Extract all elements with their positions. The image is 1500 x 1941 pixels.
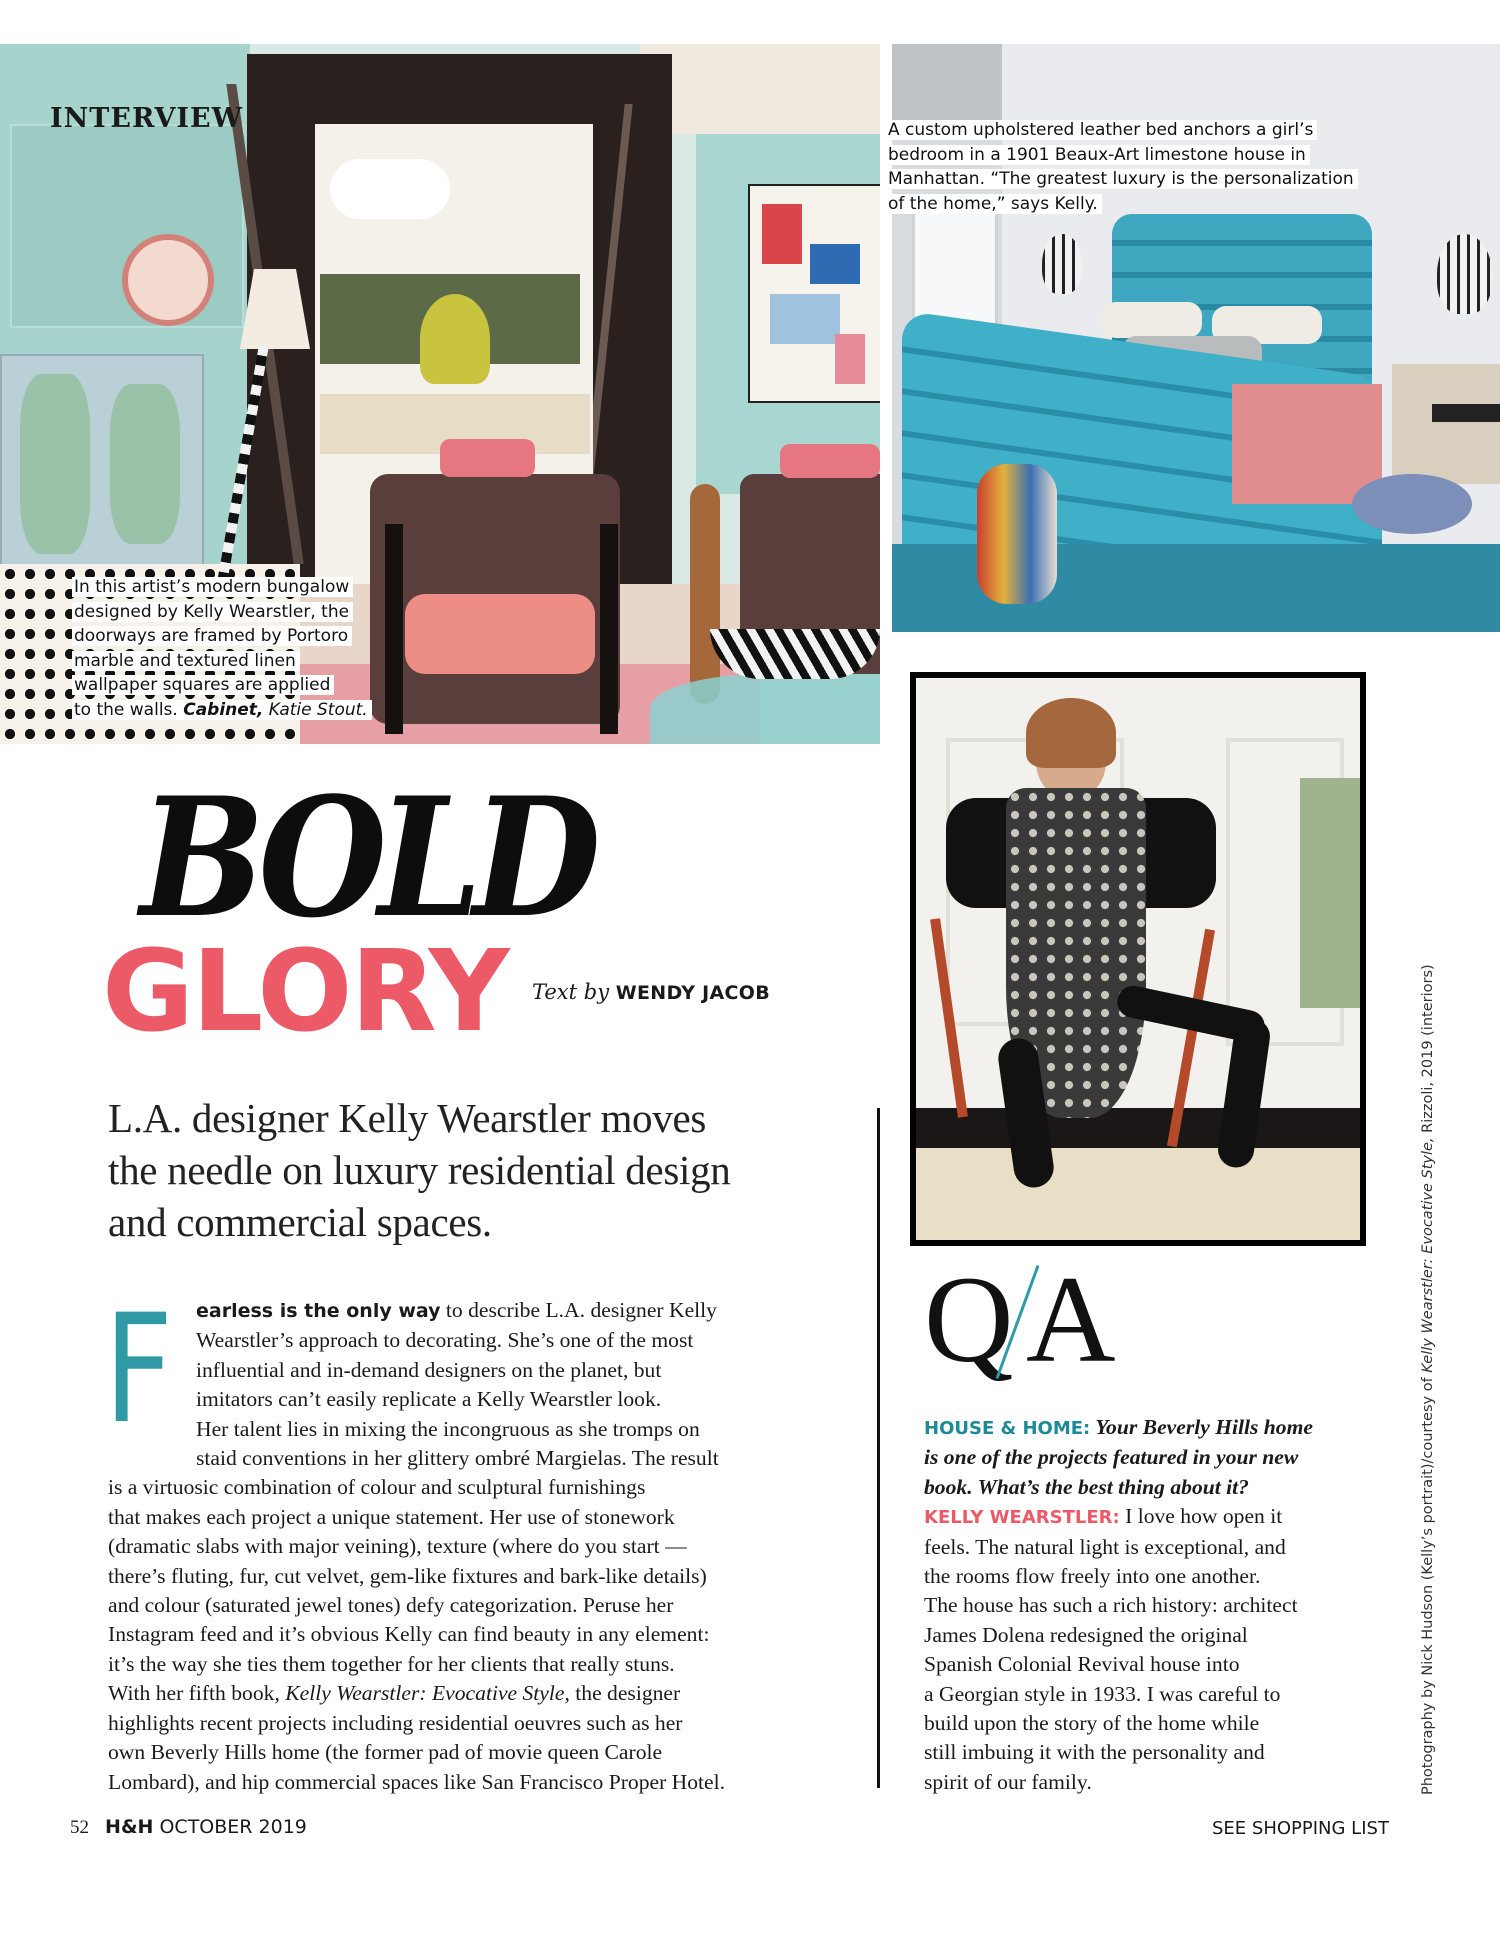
answer-line: KELLY WEARSTLER: I love how open it: [924, 1504, 1283, 1529]
article-body: [108, 1296, 852, 1797]
deck-line: and commercial spaces.: [108, 1199, 492, 1245]
caption-line: Manhattan. “The greatest luxury is the personalization: [886, 167, 1358, 192]
caption-line: wallpaper squares are applied: [72, 673, 372, 698]
body-line: Wearstler’s approach to decorating. She’s one of the most: [196, 1328, 694, 1353]
body-line: it’s the way she ties them together for her clients that really stuns.: [108, 1651, 675, 1676]
body-line: Instagram feed and it’s obvious Kelly can find beauty in any element:: [108, 1622, 710, 1647]
caption-line: of the home,” says Kelly.: [886, 192, 1358, 217]
caption-line: In this artist’s modern bungalow: [72, 575, 372, 600]
body-line: Her talent lies in mixing the incongruous as she tromps on: [196, 1416, 700, 1441]
body-line: (dramatic slabs with major veining), texture (where do you start —: [108, 1534, 687, 1559]
qa-column: [924, 1413, 1384, 1797]
column-divider: [877, 1108, 880, 1788]
caption-line: doorways are framed by Portoro: [72, 624, 372, 649]
body-line: Lombard), and hip commercial spaces like San Francisco Proper Hotel.: [108, 1769, 726, 1794]
caption-line: marble and textured linen: [72, 649, 372, 674]
body-line: earless is the only way to describe L.A. designer Kelly: [196, 1298, 717, 1322]
answer-line: a Georgian style in 1933. I was careful to: [924, 1681, 1281, 1706]
byline-prefix: Text by: [532, 980, 610, 1004]
body-line: is a virtuosic combination of colour and sculptural furnishings: [108, 1475, 646, 1500]
byline-author: WENDY JACOB: [615, 982, 771, 1004]
book-title: Kelly Wearstler: Evocative Style,: [285, 1681, 570, 1706]
qa-logo: [924, 1251, 1124, 1388]
deck-subtitle: [108, 1092, 868, 1248]
answer-line: the rooms flow freely into one another.: [924, 1564, 1261, 1589]
deck-line: L.A. designer Kelly Wearstler moves: [108, 1095, 706, 1141]
body-line: With her fifth book, Kelly Wearstler: Evocative Style, the designer: [108, 1681, 681, 1706]
body-line: influential and in-demand designers on the planet, but: [196, 1357, 662, 1382]
caption-line: to the walls. Cabinet, Katie Stout.: [72, 698, 372, 723]
body-line: staid conventions in her glittery ombré Margielas. The result: [196, 1446, 719, 1471]
page-number: 52: [70, 1817, 89, 1838]
answer-speaker: KELLY WEARSTLER:: [924, 1507, 1120, 1529]
qa-a-letter: A: [1026, 1251, 1116, 1388]
caption-line: A custom upholstered leather bed anchors a girl’s: [886, 118, 1358, 143]
issue-date: OCTOBER 2019: [159, 1816, 307, 1838]
question-line: book. What’s the best thing about it?: [924, 1474, 1249, 1499]
caption-line: designed by Kelly Wearstler, the: [72, 600, 372, 625]
body-line: highlights recent projects including residential oeuvres such as her: [108, 1710, 683, 1735]
shopping-list-link[interactable]: SEE SHOPPING LIST: [1212, 1818, 1389, 1839]
section-label: INTERVIEW: [50, 103, 243, 134]
question-line: is one of the projects featured in your new: [924, 1445, 1299, 1470]
headline-bold: BOLD: [140, 761, 592, 954]
magazine-name: H&H: [105, 1816, 154, 1838]
photo-credit: Photography by Nick Hudson (Kelly’s portrait)/courtesy of Kelly Wearstler: Evocative Style, Rizzoli, 2019 (interiors): [1420, 964, 1436, 1795]
answer-line: build upon the story of the home while: [924, 1711, 1260, 1736]
answer-line: The house has such a rich history: architect: [924, 1593, 1298, 1618]
body-line: and colour (saturated jewel tones) defy categorization. Peruse her: [108, 1593, 674, 1618]
headline-glory: GLORY: [102, 927, 508, 1057]
living-room-caption: [72, 575, 372, 722]
body-line: own Beverly Hills home (the former pad of movie queen Carole: [108, 1740, 663, 1765]
answer-line: still imbuing it with the personality and: [924, 1740, 1265, 1765]
answer-line: Spanish Colonial Revival house into: [924, 1652, 1240, 1677]
question-line: HOUSE & HOME: Your Beverly Hills home: [924, 1415, 1313, 1439]
answer-line: spirit of our family.: [924, 1769, 1092, 1794]
page-footer-left: [70, 1816, 307, 1839]
drop-cap: F: [104, 1283, 174, 1457]
bedroom-caption: [886, 118, 1358, 216]
answer-line: feels. The natural light is exceptional, and: [924, 1534, 1286, 1559]
lead-in: earless is the only way: [196, 1300, 441, 1322]
qa-q-letter: Q: [924, 1251, 1014, 1388]
body-line: there’s fluting, fur, cut velvet, gem-like fixtures and bark-like details): [108, 1563, 707, 1588]
body-line: that makes each project a unique statement. Her use of stonework: [108, 1504, 675, 1529]
question-speaker: HOUSE & HOME:: [924, 1418, 1091, 1439]
answer-line: James Dolena redesigned the original: [924, 1622, 1248, 1647]
body-line: imitators can’t easily replicate a Kelly Wearstler look.: [196, 1387, 662, 1412]
byline: [532, 980, 770, 1004]
deck-line: the needle on luxury residential design: [108, 1147, 731, 1193]
portrait-photo: [910, 672, 1366, 1246]
caption-line: bedroom in a 1901 Beaux-Art limestone house in: [886, 143, 1358, 168]
